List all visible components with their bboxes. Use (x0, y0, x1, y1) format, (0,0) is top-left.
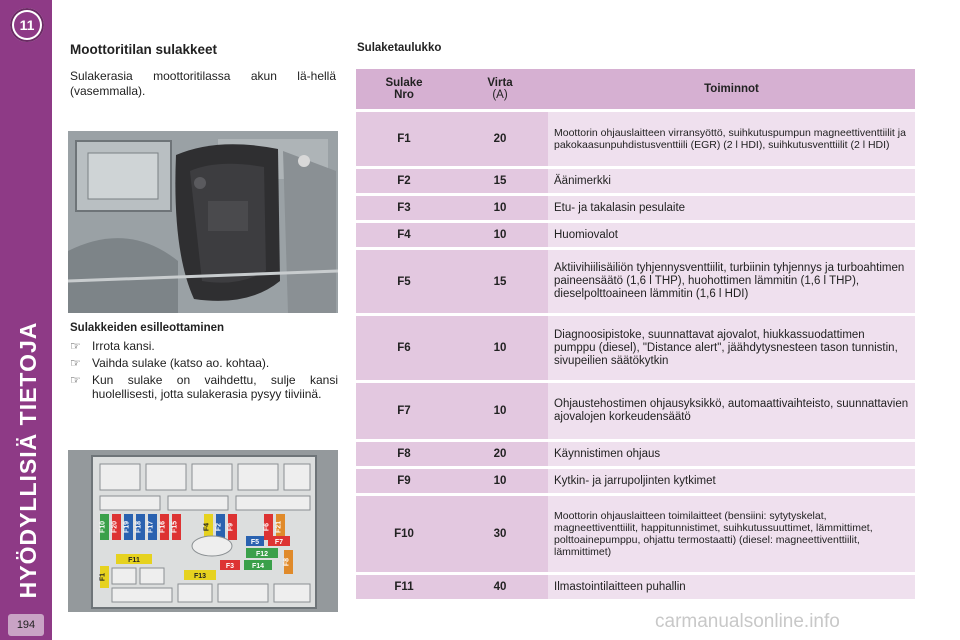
amperage-cell: 15 (452, 169, 548, 193)
fuse-label-F10: F10 (99, 520, 107, 534)
fuse-label-F15: F15 (171, 520, 179, 534)
header-functions: Toiminnot (548, 69, 915, 109)
engine-compartment-photo (68, 131, 338, 313)
function-cell: Diagnoosipistoke, suunnattavat ajovalot, hiukkassuodattimen pumppu (diesel), "Distance alert", jäähdytysnesteen tason tunnistin, sivupeilien säätökytkin (548, 316, 915, 380)
fuse-number-cell: F3 (356, 196, 452, 220)
pointing-hand-icon: ☞ (70, 356, 81, 370)
fuse-label-F6: F6 (263, 522, 271, 532)
amperage-cell: 10 (452, 196, 548, 220)
watermark: carmanualsonline.info (655, 611, 840, 632)
instruction-list (70, 339, 338, 404)
amperage-cell: 30 (452, 496, 548, 572)
fuse-label-F12: F12 (255, 551, 269, 558)
fuse-box-photo (68, 450, 338, 612)
fuse-label-F11: F11 (128, 557, 140, 564)
table-row (356, 496, 915, 572)
fuse-number-cell: F1 (356, 112, 452, 166)
chapter-badge (10, 8, 44, 42)
table-row (356, 442, 915, 466)
fuse-label-F18: F18 (135, 520, 143, 534)
intro-paragraph: Sulakerasia moottoritilassa akun lä-hellä (vasemmalla). (70, 69, 336, 98)
fuse-number-cell: F8 (356, 442, 452, 466)
fuse-box-diagram (68, 450, 338, 612)
amperage-cell: 10 (452, 316, 548, 380)
pointing-hand-icon: ☞ (70, 339, 81, 353)
fuse-number-cell: F6 (356, 316, 452, 380)
function-cell: Käynnistimen ohjaus (548, 442, 915, 466)
amperage-cell: 10 (452, 383, 548, 439)
fuse-label-F1: F1 (99, 572, 107, 582)
function-cell: Äänimerkki (548, 169, 915, 193)
chapter-number: 11 (14, 12, 40, 38)
fuse-number-cell: F11 (356, 575, 452, 599)
fuse-label-F3: F3 (225, 563, 235, 570)
table-row (356, 469, 915, 493)
fuse-number-cell: F10 (356, 496, 452, 572)
function-cell: Kytkin- ja jarrupoljinten kytkimet (548, 469, 915, 493)
table-row (356, 223, 915, 247)
instruction-text: Vaihda sulake (katso ao. kohtaa). (92, 356, 270, 370)
function-cell: Ilmastointilaitteen puhallin (548, 575, 915, 599)
function-cell: Ohjaustehostimen ohjausyksikkö, automaattivaihteisto, suunnattavien ajovalojen korkeudensäätö (548, 383, 915, 439)
table-row (356, 383, 915, 439)
table-heading: Sulaketaulukko (357, 42, 442, 54)
fuse-number-cell: F9 (356, 469, 452, 493)
instruction-text: Irrota kansi. (92, 339, 155, 353)
function-cell: Moottorin ohjauslaitteen virransyöttö, suihkutuspumpun magneettiventtiilit ja pakokaasunpuhdistusventtiili (EGR) (2 l HDI), suihkutusventtiilit (2 l HDI) (548, 112, 915, 166)
fuse-label-F2: F2 (215, 522, 223, 532)
function-cell: Moottorin ohjauslaitteen toimilaitteet (bensiini: sytytyskelat, magneettiventtiilit, happitunnistimet, suihkutussuuttimet, lämmittimet, polttoainepumppu, ohjattu termostaatti) (diesel: magneettiventtiilit, lämmittimet) (548, 496, 915, 572)
amperage-cell: 20 (452, 112, 548, 166)
fuse-label-F4: F4 (203, 522, 211, 532)
instruction-item (70, 356, 338, 370)
fuse-number-cell: F7 (356, 383, 452, 439)
fuse-label-F21: F21 (275, 520, 283, 534)
function-cell: Huomiovalot (548, 223, 915, 247)
header-fuse-number: Sulake Nro (356, 69, 452, 109)
table-row (356, 112, 915, 166)
amperage-cell: 10 (452, 469, 548, 493)
fuse-label-F8: F8 (283, 557, 291, 567)
amperage-cell: 20 (452, 442, 548, 466)
instruction-item (70, 373, 338, 401)
table-row (356, 250, 915, 313)
instruction-text: Kun sulake on vaihdettu, sulje kansi huolellisesti, jotta sulakerasia pysyy tiiviinä. (92, 373, 338, 401)
fuse-label-F7: F7 (274, 539, 284, 546)
table-header-row (356, 69, 915, 109)
instruction-item (70, 339, 338, 353)
table-row (356, 169, 915, 193)
fuse-number-cell: F4 (356, 223, 452, 247)
chapter-title: HYÖDYLLISIÄ TIETOJA (15, 321, 41, 599)
amperage-cell: 40 (452, 575, 548, 599)
engine-photo-illustration (68, 131, 338, 313)
fuse-label-F14: F14 (251, 563, 265, 570)
fuse-number-cell: F5 (356, 250, 452, 313)
fuse-label-F17: F17 (147, 520, 155, 534)
amperage-cell: 10 (452, 223, 548, 247)
fuse-label-F13: F13 (193, 573, 207, 580)
fuse-label-F19: F19 (123, 520, 131, 534)
fuse-label-F20: F20 (111, 520, 119, 534)
table-row (356, 316, 915, 380)
sub-heading: Sulakkeiden esilleottaminen (70, 322, 225, 334)
pointing-hand-icon: ☞ (70, 373, 81, 387)
function-cell: Etu- ja takalasin pesulaite (548, 196, 915, 220)
table-row (356, 575, 915, 599)
table-row (356, 196, 915, 220)
page-number: 194 (16, 619, 36, 631)
fuse-label-F5: F5 (250, 539, 260, 546)
fuse-label-F16: F16 (159, 520, 167, 534)
fuse-number-cell: F2 (356, 169, 452, 193)
header-current: Virta (A) (452, 69, 548, 109)
section-heading: Moottoritilan sulakkeet (70, 42, 218, 57)
fuse-table (356, 66, 915, 602)
fuse-label-F9: F9 (227, 522, 235, 532)
amperage-cell: 15 (452, 250, 548, 313)
function-cell: Aktiivihiilisäiliön tyhjennysventtiilit, turbiinin tyhjennys ja turboahtimen paineensäätö (1,6 l THP), huohottimen lämmitin (1,6 l THP), dieselpolttoaineen lämmitin (1,6 l HDI) (548, 250, 915, 313)
